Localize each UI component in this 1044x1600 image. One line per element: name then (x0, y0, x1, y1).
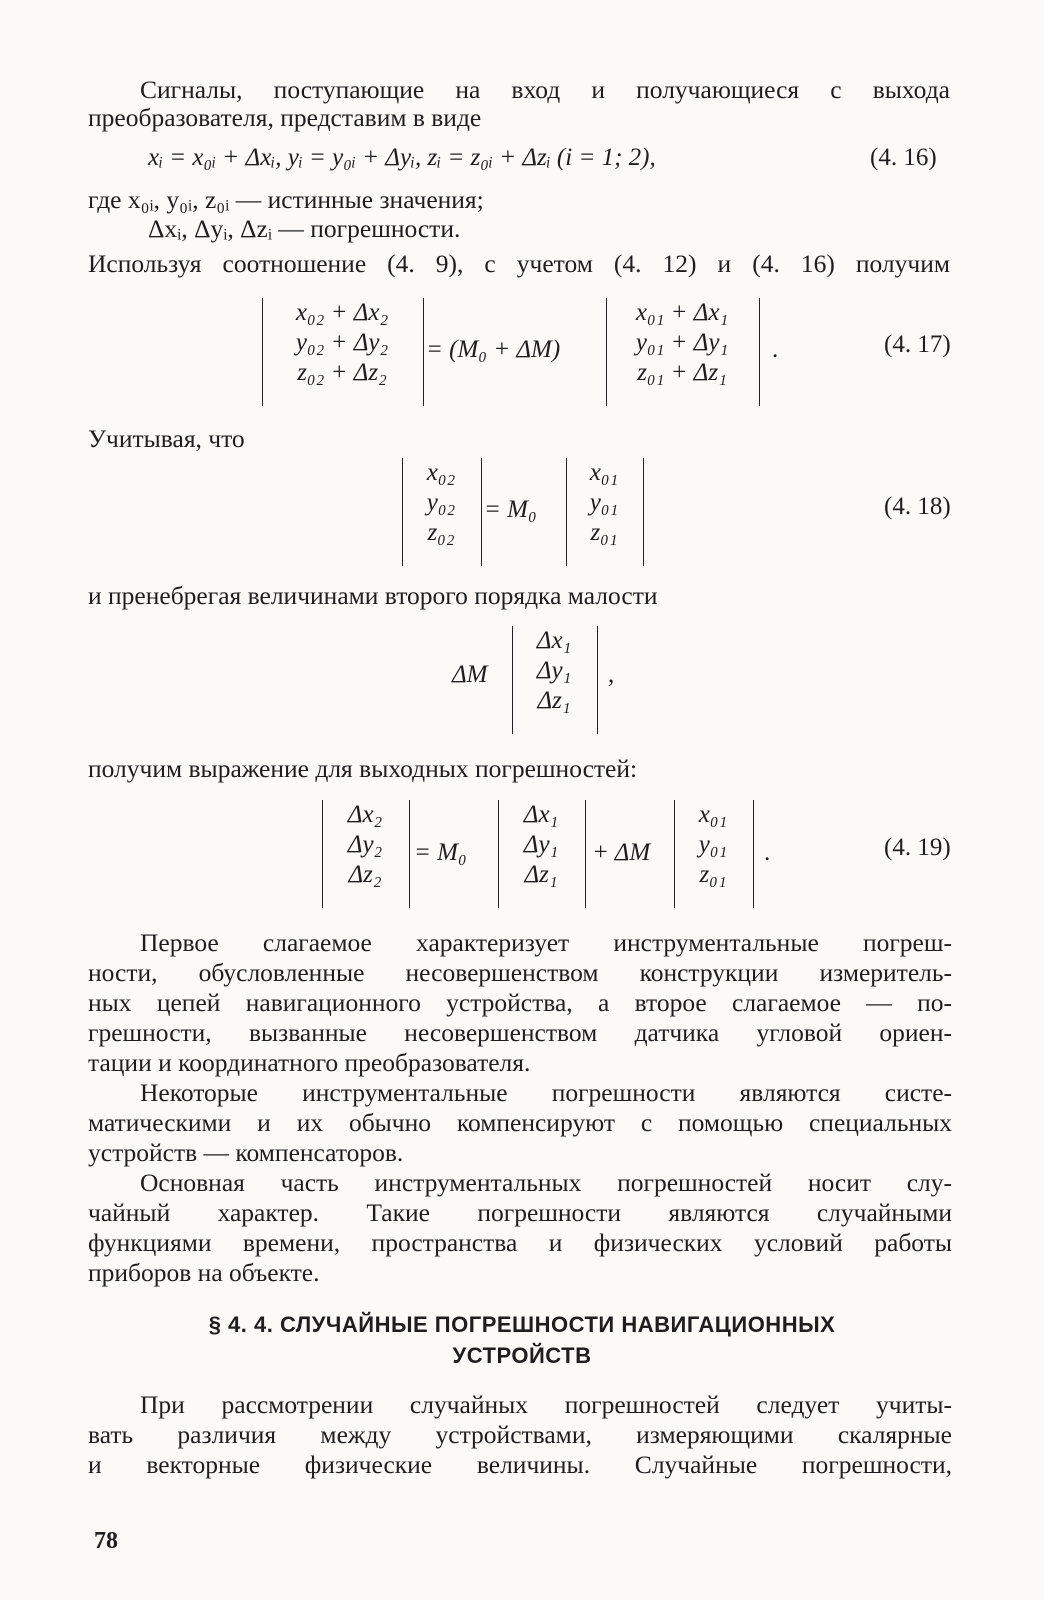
equation-operator: = M₀ (484, 496, 537, 523)
intro-line-2: преобразователя, представим в виде (88, 103, 482, 132)
matrix-cell: z₀₁ + Δz₁ (637, 359, 727, 386)
matrix-cell: Δy₁ (523, 831, 559, 858)
matrix-cell: Δx₁ (536, 627, 572, 654)
matrix-cell: y₀₂ + Δy₂ (295, 329, 389, 356)
equation-end-dot: . (764, 839, 771, 866)
matrix-col (512, 626, 596, 716)
paragraph-line: чайный характер. Такие погрешности являются случайными (88, 1198, 952, 1227)
paragraph-line: ности, обусловленные несовершенством конструкции измеритель- (88, 958, 952, 987)
equation-operator: = (M₀ + ΔM) (426, 336, 561, 363)
intro-line-1: Сигналы, поступающие на вход и получающиеся с выхода (140, 75, 950, 104)
matrix-cell: Δz₁ (524, 861, 558, 888)
obtain-line: получим выражение для выходных погрешностей: (88, 754, 638, 783)
paragraph-line: Некоторые инструментальные погрешности являются систе- (140, 1078, 952, 1107)
matrix-col-right (674, 800, 752, 890)
paragraph-line: тации и координатного преобразователя. (88, 1048, 531, 1077)
matrix-cell: y₀₁ + Δy₁ (635, 329, 729, 356)
matrix-cell: x₀₁ (698, 801, 728, 828)
section-heading-line-1: § 4. 4. СЛУЧАЙНЫЕ ПОГРЕШНОСТИ НАВИГАЦИОННЫХ (208, 1312, 836, 1337)
matrix-cell: Δz₂ (348, 861, 382, 888)
matrix-cell: y₀₁ (698, 831, 728, 858)
page-number: 78 (94, 1528, 118, 1554)
equation-number-4-17: (4. 17) (884, 331, 951, 358)
matrix-cell: Δx₁ (523, 801, 559, 828)
matrix-cell: x₀₂ (426, 459, 456, 486)
where-line-1: где x₀ᵢ, y₀ᵢ, z₀ᵢ — истинные значения; (88, 185, 484, 214)
neglecting-line: и пренебрегая величинами второго порядка малости (88, 581, 658, 610)
equation-number-4-18: (4. 18) (884, 493, 951, 520)
matrix-cell: Δy₁ (536, 657, 572, 684)
equation-operator-1: = M₀ (414, 839, 467, 866)
matrix-cell: z₀₂ + Δz₂ (297, 359, 387, 386)
using-relation-line: Используя соотношение (4. 9), с учетом (4. 12) и (4. 16) получим (88, 249, 950, 278)
paragraph-line: Основная часть инструментальных погрешностей носит слу- (140, 1168, 952, 1197)
paragraph-line: приборов на объекте. (88, 1258, 320, 1287)
matrix-cell: z₀₁ (699, 861, 727, 888)
matrix-cell: z₀₁ (590, 519, 618, 546)
matrix-col-mid (498, 800, 584, 890)
matrix-cell: x₀₁ (589, 459, 619, 486)
paragraph-line: функциями времени, пространства и физических условий работы (88, 1228, 952, 1257)
matrix-cell: Δy₂ (347, 831, 383, 858)
matrix-cell: z₀₂ (427, 519, 455, 546)
paragraph-line: При рассмотрении случайных погрешностей следует учиты- (140, 1390, 952, 1419)
equation-number-4-16: (4. 16) (870, 144, 937, 171)
matrix-col-left (402, 458, 480, 548)
paragraph-line: вать различия между устройствами, измеряющими скалярные (88, 1420, 952, 1449)
equation-prefix: ΔM (452, 661, 488, 688)
paragraph-line: грешности, вызванные несовершенством датчика угловой ориен- (88, 1018, 952, 1047)
considering-line: Учитывая, что (88, 424, 245, 453)
matrix-cell: x₀₂ + Δx₂ (295, 299, 389, 326)
where-line-2: Δxᵢ, Δyᵢ, Δzᵢ — погрешности. (148, 214, 461, 243)
matrix-col-right (606, 298, 758, 388)
paragraph-line: ных цепей навигационного устройства, а второе слагаемое — по- (88, 988, 952, 1017)
matrix-col-left (262, 298, 422, 388)
equation-number-4-19: (4. 19) (884, 834, 951, 861)
paragraph-line: матическими и их обычно компенсируют с помощью специальных (88, 1108, 952, 1137)
equation-end-comma: , (608, 661, 615, 688)
paragraph-line: устройств — компенсаторов. (88, 1138, 404, 1167)
equation-operator-2: + ΔM (592, 839, 651, 866)
matrix-cell: y₀₂ (426, 489, 456, 516)
paragraph-line: Первое слагаемое характеризует инструментальные погреш- (140, 928, 952, 957)
matrix-cell: Δz₁ (537, 687, 571, 714)
section-heading-line-2: УСТРОЙСТВ (452, 1343, 592, 1368)
matrix-col-right (566, 458, 642, 548)
paragraph-line: и векторные физические величины. Случайные погрешности, (88, 1450, 952, 1479)
equation-4-16: xᵢ = x₀ᵢ + Δxᵢ, yᵢ = y₀ᵢ + Δyᵢ, zᵢ = z₀ᵢ + Δzᵢ (i = 1; 2), (148, 144, 656, 171)
matrix-cell: x₀₁ + Δx₁ (635, 299, 729, 326)
equation-end-dot: . (772, 336, 779, 363)
matrix-col-left (322, 800, 408, 890)
matrix-cell: y₀₁ (589, 489, 619, 516)
matrix-cell: Δx₂ (347, 801, 383, 828)
